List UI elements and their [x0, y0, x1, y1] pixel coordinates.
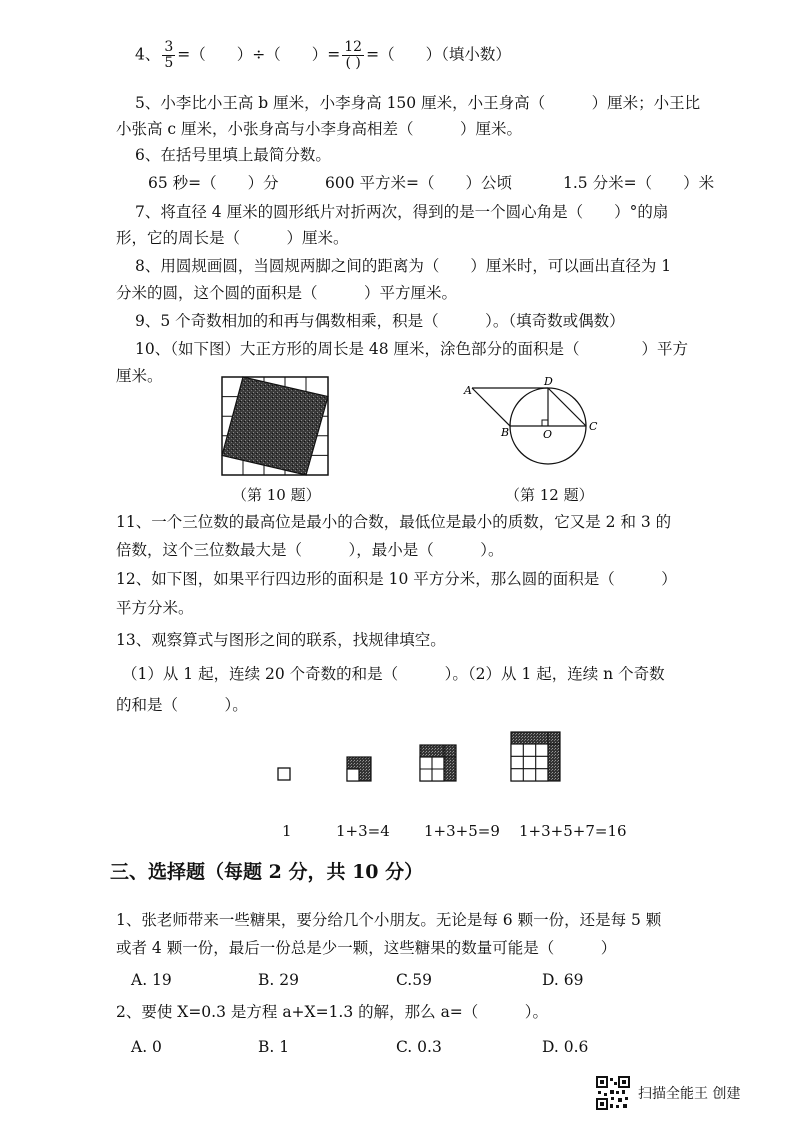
fraction-numerator: 12	[344, 39, 363, 55]
choice-2-option-a: A. 0	[131, 1038, 162, 1056]
figure-12-caption: （第 12 题）	[505, 486, 594, 504]
choice-2-line-1: 2、要使 X=0.3 是方程 a+X=1.3 的解，那么 a=（ ）。	[116, 1003, 549, 1021]
choice-2-option-c: C. 0.3	[396, 1038, 442, 1056]
figure-12-circle-parallelogram	[462, 375, 602, 474]
choice-1-option-b: B. 29	[258, 971, 299, 989]
pattern-1x1	[278, 768, 290, 780]
question-11-line-1: 11、一个三位数的最高位是最小的合数，最低位是最小的质数，它又是 2 和 3 的	[116, 513, 672, 531]
choice-1-line-2: 或者 4 颗一份，最后一份总是少一颗，这些糖果的数量可能是（ ）	[116, 939, 617, 957]
label-C: C	[589, 420, 598, 433]
qr-code-icon	[596, 1076, 630, 1110]
question-8-line-2: 分米的圆，这个圆的面积是（ ）平方厘米。	[116, 284, 458, 302]
section-3-title: 三、选择题（每题 2 分，共 10 分）	[110, 861, 424, 883]
fraction-denominator: 5	[164, 55, 174, 71]
choice-1-option-d: D. 69	[542, 971, 584, 989]
question-5-line-1: 5、小李比小王高 b 厘米，小李身高 150 厘米，小王身高（ ）厘米；小王比	[135, 94, 701, 112]
q6-item-b: 600 平方米=（ ）公顷	[325, 174, 512, 192]
pattern-label-4: 1+3+5+7=16	[519, 822, 627, 840]
pattern-4x4	[511, 732, 560, 781]
q4-middle: =（ ）÷（ ）=	[177, 45, 341, 64]
choice-2-option-b: B. 1	[258, 1038, 290, 1056]
q4-end: =（ ）（填小数）	[366, 45, 511, 64]
fraction-numerator: 3	[164, 39, 174, 55]
q4-number: 4、	[135, 45, 161, 64]
label-A: A	[464, 384, 472, 397]
label-D: D	[544, 375, 553, 388]
question-10-line-2: 厘米。	[116, 367, 163, 385]
figure-10-grid-square	[221, 376, 329, 476]
choice-2-option-d: D. 0.6	[542, 1038, 589, 1056]
question-13-line-2: （1）从 1 起，连续 20 个奇数的和是（ ）。（2）从 1 起，连续 n 个奇数	[122, 665, 665, 683]
question-9: 9、5 个奇数相加的和再与偶数相乘，积是（ ）。（填奇数或偶数）	[135, 312, 625, 330]
pattern-label-2: 1+3=4	[336, 822, 390, 840]
scanner-watermark: 扫描全能王 创建	[638, 1086, 741, 1102]
question-13-line-3: 的和是（ ）。	[116, 696, 248, 714]
question-4	[135, 40, 511, 71]
q6-item-c: 1.5 分米=（ ）米	[563, 174, 715, 192]
choice-1-option-a: A. 19	[131, 971, 172, 989]
shaded-tilted-square	[222, 377, 328, 475]
label-B: B	[501, 426, 510, 439]
question-8-line-1: 8、用圆规画圆，当圆规两脚之间的距离为（ ）厘米时，可以画出直径为 1	[135, 257, 672, 275]
q6-item-a: 65 秒=（ ）分	[148, 174, 279, 192]
question-7-line-2: 形，它的周长是（ ）厘米。	[116, 229, 349, 247]
question-7-line-1: 7、将直径 4 厘米的圆形纸片对折两次，得到的是一个圆心角是（ ）°的扇	[135, 203, 669, 221]
choice-1-option-c: C.59	[396, 971, 432, 989]
question-13-line-1: 13、观察算式与图形之间的联系，找规律填空。	[116, 631, 446, 649]
question-12-line-2: 平方分米。	[116, 599, 194, 617]
question-11-line-2: 倍数，这个三位数最大是（ ），最小是（ ）。	[116, 541, 504, 559]
fraction-12-blank	[342, 40, 364, 71]
pattern-label-3: 1+3+5=9	[424, 822, 500, 840]
pattern-3x3	[420, 745, 456, 781]
choice-1-line-1: 1、张老师带来一些糖果，要分给几个小朋友。无论是每 6 颗一份，还是每 5 颗	[116, 911, 662, 929]
fraction-3-5	[162, 40, 175, 71]
pattern-label-1: 1	[282, 822, 292, 840]
pattern-2x2	[347, 757, 371, 781]
question-10-line-1: 10、（如下图）大正方形的周长是 48 厘米，涂色部分的面积是（ ）平方	[135, 340, 689, 358]
odd-sum-square-pattern	[276, 730, 576, 790]
question-12-line-1: 12、如下图，如果平行四边形的面积是 10 平方分米，那么圆的面积是（ ）	[116, 570, 677, 588]
label-O: O	[543, 428, 553, 441]
fraction-denominator: ( )	[345, 55, 361, 71]
question-5-line-2: 小张高 c 厘米，小张身高与小李身高相差（ ）厘米。	[116, 120, 523, 138]
figure-10-caption: （第 10 题）	[232, 486, 321, 504]
question-6: 6、在括号里填上最简分数。	[135, 146, 331, 164]
